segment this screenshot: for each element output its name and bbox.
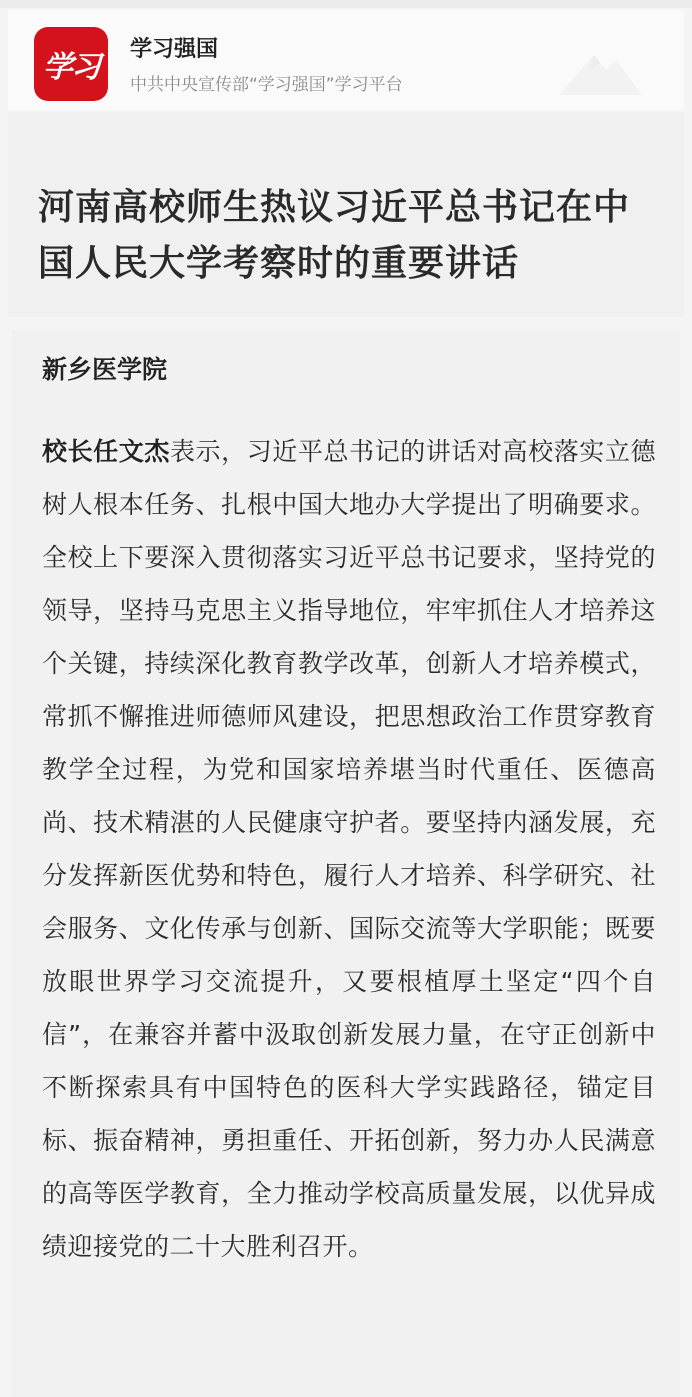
source-header[interactable] <box>8 10 684 110</box>
paragraph-text: 表示，习近平总书记的讲话对高校落实立德树人根本任务、扎根中国大地办大学提出了明确要求。全校上下要深入贯彻落实习近平总书记要求，坚持党的领导，坚持马克思主义指导地位，牢牢抓住人才培养这个关键，持续深化教育教学改革，创新人才培养模式，常抓不懈推进师德师风建设，把思想政治工作贯穿教育教学全过程，为党和国家培养堪当时代重任、医德高尚、技术精湛的人民健康守护者。要坚持内涵发展，充分发挥新医优势和特色，履行人才培养、科学研究、社会服务、文化传承与创新、国际交流等大学职能；既要放眼世界学习交流提升，又要根植厚土坚定“四个自信”，在兼容并蓄中汲取创新发展力量，在守正创新中不断探索具有中国特色的医科大学实践路径，锚定目标、振奋精神，勇担重任、开拓创新，努力办人民满意的高等医学教育，全力推动学校高质量发展，以优异成绩迎接党的二十大胜利召开。 <box>42 437 656 1261</box>
article-title: 河南高校师生热议习近平总书记在中国人民大学考察时的重要讲话 <box>38 187 631 284</box>
section-heading: 新乡医学院 <box>42 355 168 384</box>
header-decoration-icon <box>554 40 644 100</box>
title-block <box>8 112 684 317</box>
app-description: 中共中央宣传部“学习强国”学习平台 <box>130 75 403 95</box>
top-divider <box>0 0 692 8</box>
app-name: 学习强国 <box>130 37 219 62</box>
xuexi-logo[interactable]: 学习 <box>34 27 108 101</box>
article-paragraph <box>42 425 656 1273</box>
speaker-name: 校长任文杰 <box>42 437 170 466</box>
article-body-block <box>12 330 680 1397</box>
